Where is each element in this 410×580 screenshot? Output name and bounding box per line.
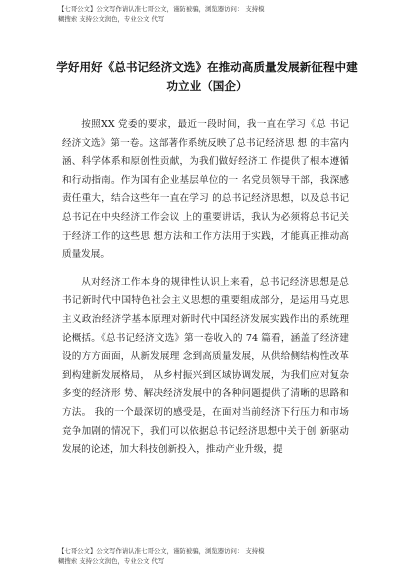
document-body — [62, 116, 349, 460]
paragraph-spacer — [62, 265, 349, 274]
document-title-line-1: 学好用好《总书记经济文选》在推动高质量发展新征程中建 — [56, 60, 358, 74]
footer-note-line-1: 【七哥公文】公文写作请认准七哥公文，谨防被骗，浏览器访问： 支持模 — [58, 547, 265, 555]
body-paragraph-2: 从对经济工作本身的规律性认识上来看，总书记经济思想是总书记新时代中国特色社会主义思想的重要组成部分，是运用马克思主义政治经济学基本原理对新时代中国经济发展实践作出的系统理论概括。《总书记经济文选》第一卷收入的 74 篇看，涵盖了经济建设的方方面面，从新发展理 念到高质量发展，从供给侧结构性改革到构建新发展格局， 从乡村振兴到区域协调发展，为我们应对复杂多变的经济形 势、解决经济发展中的各种问题提供了清晰的思路和方法。 我的一个最深切的感受是，在面对当前经济下行压力和市场 竞争加剧的情况下，我们可以依据总书记经济思想中关于创 新驱动发展的论述，加大科技创新投入，推动产业升级，提 — [62, 276, 349, 456]
header-note-line-1: 【七哥公文】公文写作请认准七哥公文，谨防被骗，浏览器访问： 支持模 — [58, 5, 265, 13]
header-watermark-note — [58, 5, 358, 24]
footer-watermark-note — [58, 547, 358, 566]
footer-note-line-2: 糊搜索 支持公文润色，专业公文 代写 — [58, 556, 165, 565]
body-paragraph-1: 按照XX 党委的要求，最近一段时间，我一直在学习《总 书记经济文选》第一卷。这部著作系统反映了总书记经济思 想 的丰富内涵、科学体系和原创性贡献，为我们做好经济工 作提供了根本遵循和行动指南。作为国有企业基层单位的一 名党员领导干部，我深感责任重大，结合这些年一直在学习 的总书记经济思想，以及总书记总书记在中央经济工作会议 上的重要讲话，我认为必须将总书记关于经济工作的这些思 想方法和工作方法用于实践，才能真正推动高质量发展。 — [62, 119, 349, 261]
document-title — [40, 58, 374, 96]
document-title-line-2: 功立业（国企） — [166, 79, 248, 93]
header-note-line-2: 糊搜索 支持公文润色，专业公文 代写 — [58, 14, 165, 23]
